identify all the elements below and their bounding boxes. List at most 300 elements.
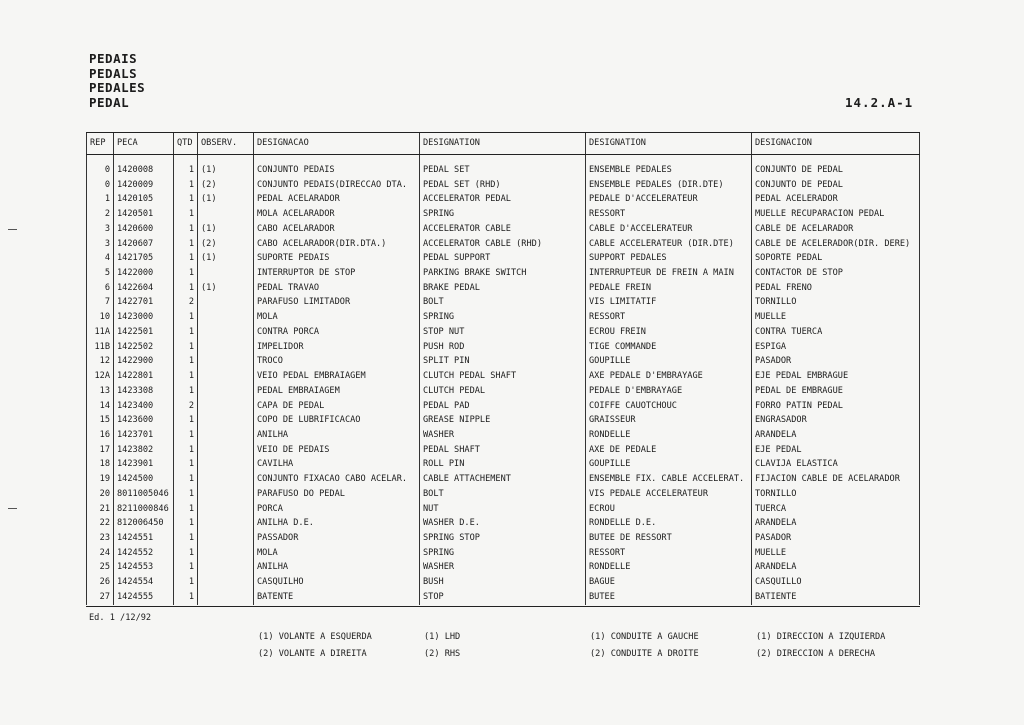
cell-designacao-pt: BATENTE: [254, 590, 420, 605]
cell-observ: [198, 487, 254, 502]
cell-designacion-es: BATIENTE: [752, 590, 920, 605]
cell-designacion-es: CONJUNTO DE PEDAL: [752, 178, 920, 193]
cell-designacao-pt: PEDAL TRAVAO: [254, 281, 420, 296]
cell-designation-fr: INTERRUPTEUR DE FREIN A MAIN: [586, 266, 752, 281]
cell-qtd: 1: [174, 369, 198, 384]
cell-designation-en: ACCELERATOR PEDAL: [420, 192, 586, 207]
cell-qtd: 2: [174, 295, 198, 310]
cell-peca: 1422801: [114, 369, 174, 384]
header-rep: REP: [87, 132, 114, 154]
cell-designation-en: CLUTCH PEDAL SHAFT: [420, 369, 586, 384]
cell-designation-en: CABLE ATTACHEMENT: [420, 472, 586, 487]
header-designation-en: DESIGNATION: [420, 132, 586, 154]
cell-qtd: 1: [174, 251, 198, 266]
cell-designacion-es: CONTACTOR DE STOP: [752, 266, 920, 281]
cell-rep: 0: [87, 178, 114, 193]
cell-designacion-es: CABLE DE ACELARADOR: [752, 222, 920, 237]
cell-peca: 1423701: [114, 428, 174, 443]
cell-designacion-es: ARANDELA: [752, 560, 920, 575]
cell-observ: [198, 546, 254, 561]
table-row: [87, 502, 920, 517]
cell-designation-en: WASHER D.E.: [420, 516, 586, 531]
notes-es: [756, 629, 885, 663]
cell-rep: 5: [87, 266, 114, 281]
cell-designation-en: SPRING STOP: [420, 531, 586, 546]
cell-observ: (1): [198, 222, 254, 237]
table-row: [87, 443, 920, 458]
cell-peca: 1423901: [114, 457, 174, 472]
cell-designation-en: STOP: [420, 590, 586, 605]
cell-rep: 20: [87, 487, 114, 502]
cell-designation-en: PEDAL SET (RHD): [420, 178, 586, 193]
cell-rep: 14: [87, 399, 114, 414]
cell-designation-en: NUT: [420, 502, 586, 517]
cell-rep: 23: [87, 531, 114, 546]
table-row: [87, 192, 920, 207]
table-row: [87, 310, 920, 325]
cell-rep: 26: [87, 575, 114, 590]
cell-designation-en: PEDAL SET: [420, 163, 586, 178]
cell-designacion-es: CABLE DE ACELERADOR(DIR. DERE): [752, 237, 920, 252]
cell-peca: 8011005046: [114, 487, 174, 502]
title-fr: PEDALES: [89, 80, 146, 95]
table-row: [87, 399, 920, 414]
cell-observ: [198, 575, 254, 590]
cell-observ: [198, 399, 254, 414]
cell-designation-en: BUSH: [420, 575, 586, 590]
cell-designacion-es: ESPIGA: [752, 340, 920, 355]
header-rule: [86, 154, 920, 155]
table-row: [87, 325, 920, 340]
table-row: [87, 428, 920, 443]
cell-designacao-pt: CONTRA PORCA: [254, 325, 420, 340]
cell-observ: [198, 516, 254, 531]
cell-designacion-es: ENGRASADOR: [752, 413, 920, 428]
cell-designation-fr: BAGUE: [586, 575, 752, 590]
cell-designation-fr: CABLE ACCELERATEUR (DIR.DTE): [586, 237, 752, 252]
cell-rep: 18: [87, 457, 114, 472]
cell-designacao-pt: MOLA: [254, 546, 420, 561]
cell-designacion-es: PASADOR: [752, 531, 920, 546]
header-observ: OBSERV.: [198, 132, 254, 154]
cell-rep: 0: [87, 163, 114, 178]
cell-rep: 12: [87, 354, 114, 369]
cell-qtd: 1: [174, 413, 198, 428]
table-row: [87, 295, 920, 310]
cell-designation-fr: VIS PEDALE ACCELERATEUR: [586, 487, 752, 502]
cell-rep: 13: [87, 384, 114, 399]
cell-rep: 6: [87, 281, 114, 296]
cell-observ: [198, 369, 254, 384]
cell-qtd: 1: [174, 281, 198, 296]
table-row: [87, 178, 920, 193]
cell-peca: 1423400: [114, 399, 174, 414]
cell-designation-en: ACCELERATOR CABLE: [420, 222, 586, 237]
cell-observ: (2): [198, 237, 254, 252]
cell-rep: 24: [87, 546, 114, 561]
cell-qtd: 1: [174, 472, 198, 487]
table-row: [87, 369, 920, 384]
cell-designation-fr: RESSORT: [586, 310, 752, 325]
cell-designacao-pt: CAPA DE PEDAL: [254, 399, 420, 414]
cell-observ: [198, 310, 254, 325]
cell-designation-en: SPRING: [420, 546, 586, 561]
cell-peca: 1423000: [114, 310, 174, 325]
header-designacao-pt: DESIGNACAO: [254, 132, 420, 154]
cell-qtd: 1: [174, 443, 198, 458]
cell-peca: 1424554: [114, 575, 174, 590]
table-row: [87, 546, 920, 561]
cell-qtd: 1: [174, 457, 198, 472]
cell-designacao-pt: CONJUNTO PEDAIS(DIRECCAO DTA.: [254, 178, 420, 193]
notes-en: [424, 629, 460, 663]
cell-observ: [198, 428, 254, 443]
cell-designacion-es: TORNILLO: [752, 295, 920, 310]
cell-designacao-pt: ANILHA: [254, 560, 420, 575]
page-reference: 14.2.A-1: [845, 95, 914, 110]
cell-observ: [198, 472, 254, 487]
cell-designacion-es: TUERCA: [752, 502, 920, 517]
cell-observ: [198, 384, 254, 399]
cell-designacao-pt: MOLA ACELARADOR: [254, 207, 420, 222]
cell-qtd: 1: [174, 590, 198, 605]
cell-designation-fr: ENSEMBLE PEDALES (DIR.DTE): [586, 178, 752, 193]
cell-rep: 12A: [87, 369, 114, 384]
cell-rep: 15: [87, 413, 114, 428]
cell-designation-en: CLUTCH PEDAL: [420, 384, 586, 399]
cell-designation-fr: COIFFE CAUOTCHOUC: [586, 399, 752, 414]
cell-designacion-es: MUELLE RECUPARACION PEDAL: [752, 207, 920, 222]
cell-designacion-es: MUELLE: [752, 546, 920, 561]
cell-designation-en: SPRING: [420, 310, 586, 325]
cell-observ: (1): [198, 251, 254, 266]
note-line: (1) LHD: [424, 632, 461, 642]
cell-rep: 27: [87, 590, 114, 605]
cell-rep: 7: [87, 295, 114, 310]
cell-rep: 1: [87, 192, 114, 207]
cell-qtd: 1: [174, 560, 198, 575]
cell-designacion-es: CONJUNTO DE PEDAL: [752, 163, 920, 178]
cell-qtd: 1: [174, 516, 198, 531]
table-row: [87, 237, 920, 252]
cell-observ: [198, 457, 254, 472]
cell-peca: 1423308: [114, 384, 174, 399]
table-row: [87, 207, 920, 222]
cell-designacao-pt: VEIO PEDAL EMBRAIAGEM: [254, 369, 420, 384]
table-row: [87, 266, 920, 281]
cell-designation-en: PEDAL PAD: [420, 399, 586, 414]
cell-designation-en: GREASE NIPPLE: [420, 413, 586, 428]
cell-designacao-pt: CABO ACELARADOR(DIR.DTA.): [254, 237, 420, 252]
cell-designation-fr: ECROU FREIN: [586, 325, 752, 340]
cell-qtd: 1: [174, 546, 198, 561]
cell-qtd: 1: [174, 222, 198, 237]
note-line: (1) VOLANTE A ESQUERDA: [258, 632, 372, 642]
cell-qtd: 1: [174, 354, 198, 369]
cell-qtd: 1: [174, 340, 198, 355]
cell-qtd: 2: [174, 399, 198, 414]
cell-designation-fr: RONDELLE: [586, 560, 752, 575]
cell-designacao-pt: CONJUNTO PEDAIS: [254, 163, 420, 178]
cell-designacion-es: FORRO PATIN PEDAL: [752, 399, 920, 414]
title-en: PEDALS: [89, 65, 138, 81]
table-row: [87, 560, 920, 575]
cell-designation-en: BOLT: [420, 487, 586, 502]
cell-qtd: 1: [174, 487, 198, 502]
cell-designation-en: SPLIT PIN: [420, 354, 586, 369]
cell-qtd: 1: [174, 207, 198, 222]
edition-date: Ed. 1 /12/92: [89, 613, 152, 623]
table-header-row: [87, 132, 920, 154]
cell-designacion-es: CONTRA TUERCA: [752, 325, 920, 340]
cell-designation-en: PUSH ROD: [420, 340, 586, 355]
cell-designation-en: ACCELERATOR CABLE (RHD): [420, 237, 586, 252]
table-bottom-rule: [86, 606, 920, 607]
cell-observ: [198, 443, 254, 458]
cell-designation-fr: RESSORT: [586, 207, 752, 222]
cell-observ: [198, 207, 254, 222]
cell-qtd: 1: [174, 163, 198, 178]
cell-designation-fr: PEDALE D'EMBRAYAGE: [586, 384, 752, 399]
cell-designacion-es: MUELLE: [752, 310, 920, 325]
cell-designacao-pt: CABO ACELARADOR: [254, 222, 420, 237]
cell-designacion-es: PEDAL ACELERADOR: [752, 192, 920, 207]
cell-peca: 1424552: [114, 546, 174, 561]
header-qtd: QTD: [174, 132, 198, 154]
cell-designation-fr: BUTEE DE RESSORT: [586, 531, 752, 546]
cell-designacao-pt: MOLA: [254, 310, 420, 325]
cell-designation-fr: ENSEMBLE PEDALES: [586, 163, 752, 178]
cell-designacao-pt: PASSADOR: [254, 531, 420, 546]
cell-qtd: 1: [174, 531, 198, 546]
cell-rep: 25: [87, 560, 114, 575]
note-line: (2) RHS: [424, 649, 461, 659]
cell-designacao-pt: ANILHA: [254, 428, 420, 443]
cell-designacion-es: CLAVIJA ELASTICA: [752, 457, 920, 472]
note-line: (1) DIRECCION A IZQUIERDA: [756, 632, 886, 642]
cell-designacion-es: ARANDELA: [752, 516, 920, 531]
cell-rep: 16: [87, 428, 114, 443]
cell-qtd: 1: [174, 502, 198, 517]
cell-designation-fr: CABLE D'ACCELERATEUR: [586, 222, 752, 237]
cell-designation-en: SPRING: [420, 207, 586, 222]
table-row: [87, 487, 920, 502]
table-row: [87, 340, 920, 355]
cell-peca: 1424551: [114, 531, 174, 546]
cell-designation-en: PEDAL SHAFT: [420, 443, 586, 458]
cell-designation-fr: TIGE COMMANDE: [586, 340, 752, 355]
cell-designation-fr: RONDELLE D.E.: [586, 516, 752, 531]
cell-qtd: 1: [174, 237, 198, 252]
cell-designacao-pt: TROCO: [254, 354, 420, 369]
cell-designacao-pt: CAVILHA: [254, 457, 420, 472]
cell-designation-fr: BUTEE: [586, 590, 752, 605]
cell-peca: 1420501: [114, 207, 174, 222]
cell-observ: [198, 502, 254, 517]
cell-rep: 4: [87, 251, 114, 266]
cell-designation-fr: VIS LIMITATIF: [586, 295, 752, 310]
cell-designacion-es: CASQUILLO: [752, 575, 920, 590]
table-row: [87, 384, 920, 399]
cell-observ: [198, 340, 254, 355]
cell-observ: [198, 354, 254, 369]
cell-observ: [198, 266, 254, 281]
cell-observ: [198, 590, 254, 605]
note-line: (2) DIRECCION A DERECHA: [756, 649, 875, 659]
cell-designation-en: PEDAL SUPPORT: [420, 251, 586, 266]
cell-designation-fr: RONDELLE: [586, 428, 752, 443]
cell-designacao-pt: SUPORTE PEDAIS: [254, 251, 420, 266]
header-designacion-es: DESIGNACION: [752, 132, 920, 154]
table-row: [87, 251, 920, 266]
cell-designacao-pt: IMPELIDOR: [254, 340, 420, 355]
cell-peca: 1422000: [114, 266, 174, 281]
table-row: [87, 281, 920, 296]
margin-mark: [8, 229, 17, 230]
cell-designation-fr: AXE DE PEDALE: [586, 443, 752, 458]
cell-peca: 1420009: [114, 178, 174, 193]
cell-designation-fr: GOUPILLE: [586, 354, 752, 369]
cell-designacao-pt: CASQUILHO: [254, 575, 420, 590]
cell-observ: [198, 560, 254, 575]
cell-peca: 812006450: [114, 516, 174, 531]
cell-designation-en: STOP NUT: [420, 325, 586, 340]
cell-designation-en: WASHER: [420, 560, 586, 575]
cell-observ: (2): [198, 178, 254, 193]
cell-peca: 1420105: [114, 192, 174, 207]
cell-observ: [198, 295, 254, 310]
cell-rep: 19: [87, 472, 114, 487]
header-peca: PECA: [114, 132, 174, 154]
cell-peca: 1424500: [114, 472, 174, 487]
cell-designation-fr: RESSORT: [586, 546, 752, 561]
table-row: [87, 413, 920, 428]
cell-rep: 2: [87, 207, 114, 222]
cell-peca: 1420008: [114, 163, 174, 178]
page-titles: [89, 52, 145, 110]
cell-observ: (1): [198, 163, 254, 178]
notes-pt: [258, 629, 372, 663]
table-top-rule: [86, 132, 920, 133]
cell-designacion-es: FIJACION CABLE DE ACELARADOR: [752, 472, 920, 487]
cell-peca: 1423600: [114, 413, 174, 428]
notes-fr: [590, 629, 699, 663]
cell-qtd: 1: [174, 178, 198, 193]
cell-qtd: 1: [174, 575, 198, 590]
note-line: (2) CONDUITE A DROITE: [590, 649, 699, 659]
cell-designation-en: BOLT: [420, 295, 586, 310]
cell-designation-en: ROLL PIN: [420, 457, 586, 472]
cell-rep: 22: [87, 516, 114, 531]
cell-qtd: 1: [174, 192, 198, 207]
cell-observ: [198, 531, 254, 546]
cell-observ: [198, 325, 254, 340]
cell-designacion-es: EJE PEDAL EMBRAGUE: [752, 369, 920, 384]
cell-designation-fr: AXE PEDALE D'EMBRAYAGE: [586, 369, 752, 384]
cell-peca: 8211000846: [114, 502, 174, 517]
cell-rep: 11A: [87, 325, 114, 340]
cell-designation-fr: GOUPILLE: [586, 457, 752, 472]
cell-designacao-pt: COPO DE LUBRIFICACAO: [254, 413, 420, 428]
cell-rep: 21: [87, 502, 114, 517]
cell-designacion-es: ARANDELA: [752, 428, 920, 443]
cell-designation-en: WASHER: [420, 428, 586, 443]
cell-peca: 1422502: [114, 340, 174, 355]
cell-designation-en: PARKING BRAKE SWITCH: [420, 266, 586, 281]
table-spacer-row: [87, 154, 920, 163]
cell-designation-en: BRAKE PEDAL: [420, 281, 586, 296]
title-pt: PEDAIS: [89, 51, 138, 66]
table-row: [87, 590, 920, 605]
table-row: [87, 516, 920, 531]
cell-peca: 1424553: [114, 560, 174, 575]
cell-designacion-es: PEDAL DE EMBRAGUE: [752, 384, 920, 399]
table-row: [87, 531, 920, 546]
cell-designacao-pt: VEIO DE PEDAIS: [254, 443, 420, 458]
cell-observ: [198, 413, 254, 428]
cell-peca: 1420607: [114, 237, 174, 252]
cell-designacao-pt: INTERRUPTOR DE STOP: [254, 266, 420, 281]
cell-rep: 17: [87, 443, 114, 458]
cell-peca: 1421705: [114, 251, 174, 266]
cell-peca: 1422900: [114, 354, 174, 369]
note-line: (1) CONDUITE A GAUCHE: [590, 632, 699, 642]
cell-rep: 3: [87, 222, 114, 237]
cell-peca: 1422701: [114, 295, 174, 310]
cell-qtd: 1: [174, 384, 198, 399]
cell-designacao-pt: PEDAL EMBRAIAGEM: [254, 384, 420, 399]
cell-rep: 3: [87, 237, 114, 252]
cell-designation-fr: PEDALE FREIN: [586, 281, 752, 296]
cell-rep: 10: [87, 310, 114, 325]
cell-designacion-es: EJE PEDAL: [752, 443, 920, 458]
cell-designacion-es: SOPORTE PEDAL: [752, 251, 920, 266]
note-line: (2) VOLANTE A DIREITA: [258, 649, 367, 659]
cell-peca: 1420600: [114, 222, 174, 237]
table-row: [87, 222, 920, 237]
margin-mark: [8, 508, 17, 509]
cell-rep: 11B: [87, 340, 114, 355]
cell-designacao-pt: PORCA: [254, 502, 420, 517]
cell-designation-fr: ENSEMBLE FIX. CABLE ACCELERAT.: [586, 472, 752, 487]
title-es: PEDAL: [89, 94, 130, 110]
cell-qtd: 1: [174, 428, 198, 443]
cell-qtd: 1: [174, 266, 198, 281]
cell-peca: 1422604: [114, 281, 174, 296]
cell-designacao-pt: ANILHA D.E.: [254, 516, 420, 531]
cell-designation-fr: GRAISSEUR: [586, 413, 752, 428]
cell-qtd: 1: [174, 325, 198, 340]
table-body: [87, 154, 920, 605]
cell-designation-fr: ECROU: [586, 502, 752, 517]
cell-observ: (1): [198, 192, 254, 207]
cell-designacao-pt: PARAFUSO DO PEDAL: [254, 487, 420, 502]
cell-designation-fr: SUPPORT PEDALES: [586, 251, 752, 266]
cell-designacao-pt: PARAFUSO LIMITADOR: [254, 295, 420, 310]
cell-qtd: 1: [174, 310, 198, 325]
cell-peca: 1423802: [114, 443, 174, 458]
header-designation-fr: DESIGNATION: [586, 132, 752, 154]
table-row: [87, 163, 920, 178]
cell-peca: 1422501: [114, 325, 174, 340]
cell-designacion-es: PEDAL FRENO: [752, 281, 920, 296]
cell-designation-fr: PEDALE D'ACCELERATEUR: [586, 192, 752, 207]
table-row: [87, 354, 920, 369]
table-row: [87, 457, 920, 472]
cell-designacao-pt: CONJUNTO FIXACAO CABO ACELAR.: [254, 472, 420, 487]
cell-designacion-es: TORNILLO: [752, 487, 920, 502]
cell-designacion-es: PASADOR: [752, 354, 920, 369]
